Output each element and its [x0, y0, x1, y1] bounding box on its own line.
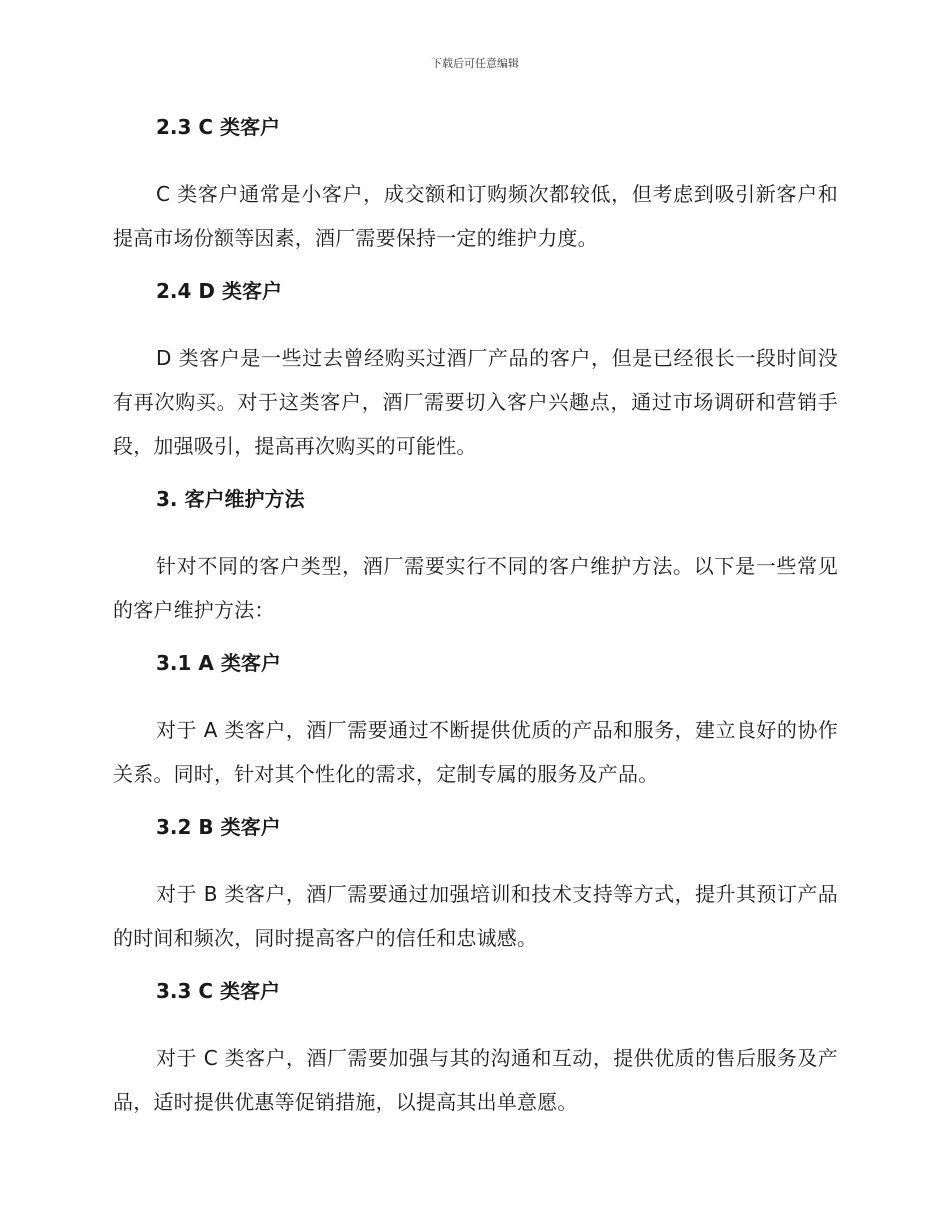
section-heading-2-3: 2.3 C 类客户 [156, 115, 281, 139]
paragraph-2-4: D 类客户是一些过去曾经购买过酒厂产品的客户，但是已经很长一段时间没有再次购买。对于这类客户，酒厂需要切入客户兴趣点，通过市场调研和营销手段，加强吸引，提高再次购买的可能性。 [113, 346, 838, 458]
page-header: 下载后可任意编辑 [431, 57, 519, 70]
section-heading-2-4: 2.4 D 类客户 [156, 279, 282, 303]
paragraph-3-2: 对于 B 类客户，酒厂需要通过加强培训和技术支持等方式，提升其预订产品的时间和频次，同时提高客户的信任和忠诚感。 [113, 882, 838, 950]
document-body [113, 112, 838, 1140]
section-heading-3-3: 3.3 C 类客户 [156, 979, 281, 1003]
paragraph-3-3: 对于 C 类客户，酒厂需要加强与其的沟通和互动，提供优质的售后服务及产品，适时提供优惠等促销措施，以提高其出单意愿。 [113, 1046, 838, 1114]
paragraph-3-1: 对于 A 类客户，酒厂需要通过不断提供优质的产品和服务，建立良好的协作关系。同时，针对其个性化的需求，定制专属的服务及产品。 [113, 718, 838, 786]
section-heading-3-1: 3.1 A 类客户 [156, 651, 281, 675]
paragraph-2-3: C 类客户通常是小客户，成交额和订购频次都较低，但考虑到吸引新客户和提高市场份额等因素，酒厂需要保持一定的维护力度。 [113, 182, 838, 250]
section-heading-3: 3. 客户维护方法 [156, 487, 305, 511]
section-heading-3-2: 3.2 B 类客户 [156, 815, 281, 839]
paragraph-3: 针对不同的客户类型，酒厂需要实行不同的客户维护方法。以下是一些常见的客户维护方法： [113, 554, 838, 622]
